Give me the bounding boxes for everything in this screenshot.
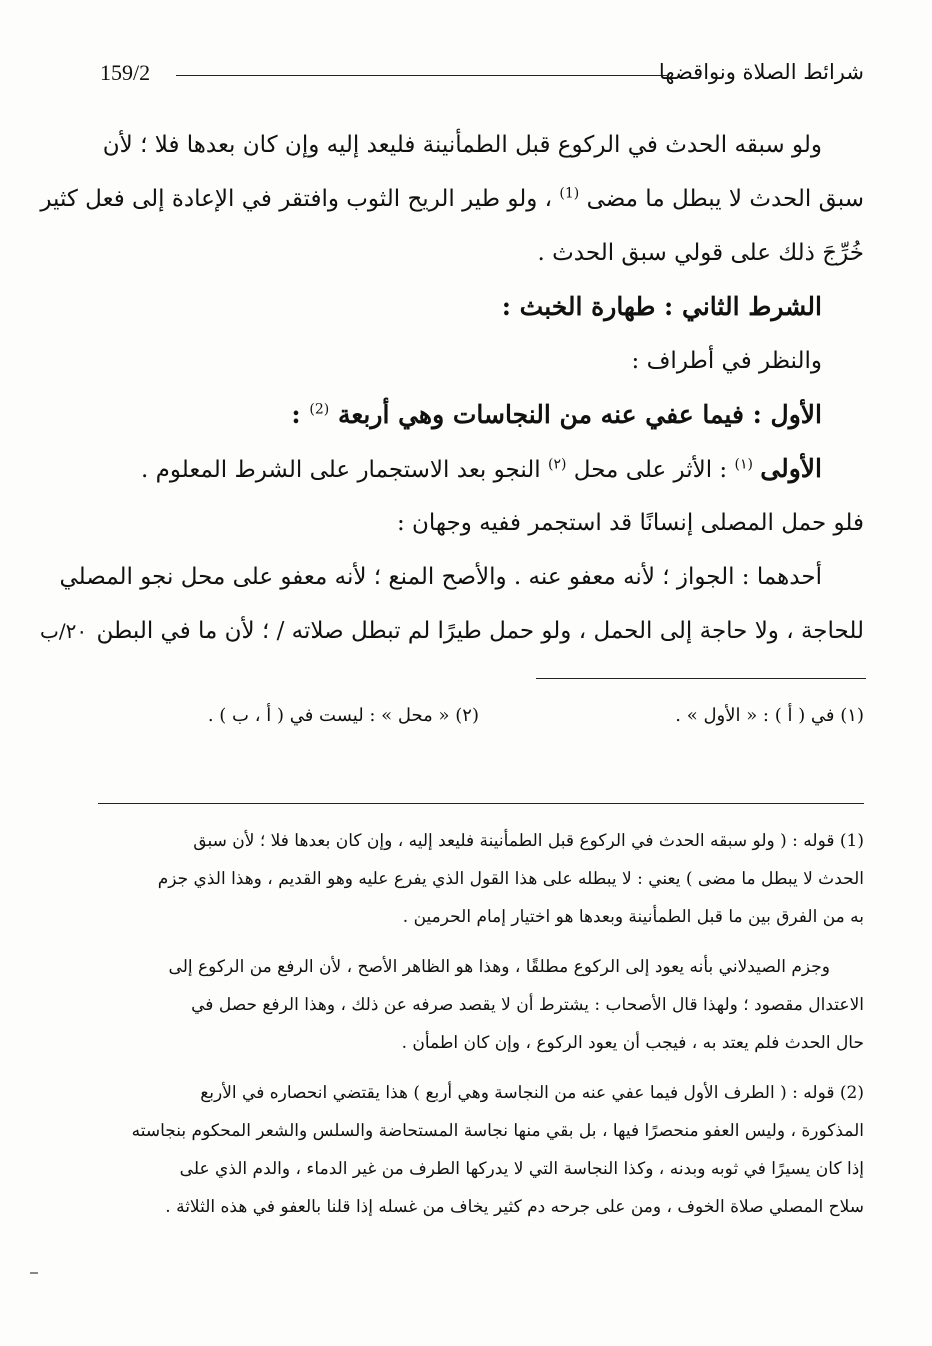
ula-text-b: النجو بعد الاستجمار على الشرط المعلوم .: [140, 457, 541, 483]
commentary-3-line-4: سلاح المصلي صلاة الخوف ، ومن على جرحه دم كثير يخاف من غسله إذا قلنا بالعفو في هذه الثلاثة .: [165, 1197, 864, 1217]
ula-text-a: : الأثر على محل: [573, 457, 728, 483]
commentary-2-line-2: الاعتدال مقصود ؛ ولهذا قال الأصحاب : يشترط أن لا يقصد صرفه عن ذلك ، وهذا الرفع حصل في: [191, 995, 864, 1015]
main-line-2-text-b: ، ولو طير الريح الثوب وافتقر في الإعادة إلى فعل كثير: [40, 186, 553, 212]
ahad-line-1: [59, 550, 864, 604]
nazar-line-text: والنظر في أطراف :: [631, 348, 822, 374]
section-heading-awwal-tail: :: [291, 400, 301, 429]
commentary-3-line-1: (2) قوله : ( الطرف الأول فيما عفي عنه من النجاسة وهي أربع ) هذا يقتضي انحصاره في الأربع: [200, 1083, 864, 1103]
section-heading-shart-text: الشرط الثاني : طهارة الخبث :: [501, 292, 822, 321]
section-heading-shart: [98, 280, 864, 334]
main-line-2-text-a: سبق الحدث لا يبطل ما مضى: [586, 186, 864, 212]
margin-folio-mark: ٢٠/ب: [40, 619, 88, 643]
commentary-2-line-3: حال الحدث فلم يعتد به ، فيجب أن يعود الركوع ، وإن كان اطمأن .: [401, 1033, 864, 1053]
apparatus-ref-2[interactable]: (٢): [548, 456, 567, 473]
main-line-1-text: ولو سبقه الحدث في الركوع قبل الطمأنينة فليعد إليه وإن كان بعدها فلا ؛ لأن: [102, 132, 822, 158]
commentary-2-line-1: وجزم الصيدلاني بأنه يعود إلى الركوع مطلقًا ، وهذا هو الظاهر الأصح ، لأن الرفع من الركوع إلى: [168, 957, 830, 977]
header-rule: [176, 75, 668, 76]
falaw-line: [98, 496, 864, 550]
commentary-1-line-3: به من الفرق بين ما قبل الطمأنينة وبعدها هو اختيار إمام الحرمين .: [402, 907, 864, 927]
header-title: شرائط الصلاة ونواقضها: [658, 60, 864, 84]
main-text: [40, 118, 864, 658]
main-line-3-text: خُرِّجَ ذلك على قولي سبق الحدث .: [537, 240, 864, 266]
apparatus-note-2: (٢) « محل » : ليست في ( أ ، ب ) .: [207, 705, 479, 726]
falaw-line-text: فلو حمل المصلى إنسانًا قد استجمر ففيه وجهان :: [396, 510, 864, 536]
main-line-3: [98, 226, 864, 280]
apparatus-note-1: (١) في ( أ ) : « الأول » .: [675, 705, 864, 726]
main-line-2: [40, 172, 864, 226]
commentary-1-line-1: (1) قوله : ( ولو سبقه الحدث في الركوع قبل الطمأنينة فليعد إليه ، وإن كان بعدها فلا ؛ لأن سبق: [193, 831, 864, 851]
section-heading-awwal: [98, 388, 864, 442]
commentary-3-line-2: المذكورة ، وليس العفو منحصرًا فيها ، بل بقي منها نجاسة المستحاضة والسلس والشعر المحكوم بنجاسته: [131, 1121, 864, 1141]
ahad-line-2-text: للحاجة ، ولا حاجة إلى الحمل ، ولو حمل طيرًا لم تبطل صلاته / ؛ لأن ما في البطن: [96, 618, 864, 644]
page-number: 159/2: [100, 60, 151, 85]
ula-heading: الأولى: [760, 454, 822, 483]
commentary-1-line-2: الحدث لا يبطل ما مضى ) يعني : لا يبطله على هذا القول الذي يفرع عليه وهو القديم ، وهذا الذي جزم: [157, 869, 864, 889]
main-line-1: [98, 118, 864, 172]
commentary-note-1: [98, 822, 864, 936]
running-header: [98, 58, 864, 90]
ahad-line-2: [40, 604, 864, 658]
commentary-rule: [98, 803, 864, 804]
commentary-note-1-cont: [98, 948, 864, 1062]
footnote-ref-1[interactable]: (1): [559, 185, 580, 202]
apparatus-rule: [536, 678, 866, 679]
section-heading-awwal-text: الأول : فيما عفي عنه من النجاسات وهي أربعة: [337, 400, 822, 429]
apparatus-ref-1[interactable]: (١): [734, 456, 753, 473]
commentary-notes: [98, 822, 864, 1238]
commentary-note-2: [98, 1074, 864, 1226]
scan-speck: [30, 1272, 38, 1274]
ahad-line-1-text: أحدهما : الجواز ؛ لأنه معفو عنه . والأصح المنع ؛ لأنه معفو على محل نجو المصلي: [59, 564, 822, 590]
commentary-3-line-3: إذا كان يسيرًا في ثوبه وبدنه ، وكذا النجاسة التي لا يدركها الطرف من غير الدماء ، والدم الذي على: [179, 1159, 864, 1179]
nazar-line: [98, 334, 864, 388]
apparatus-notes: [98, 705, 864, 735]
ula-line: [98, 442, 864, 496]
footnote-ref-2[interactable]: (2): [309, 401, 330, 418]
